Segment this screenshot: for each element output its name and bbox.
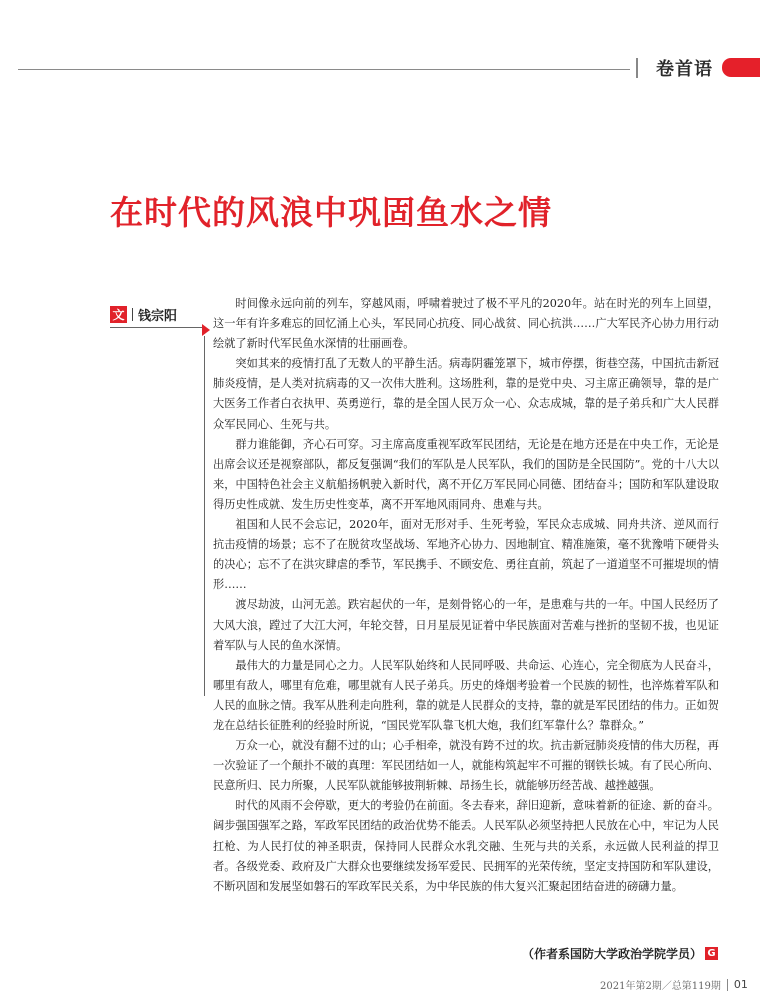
author-name: 钱宗阳 <box>138 309 178 324</box>
header-rule <box>18 69 630 70</box>
paragraph: 渡尽劫波，山河无恙。跌宕起伏的一年，是刻骨铭心的一年，是患难与共的一年。中国人民经历了大风大浪，蹚过了大江大河，年轮交替，日月星辰见证着中华民族面对苦难与挫折的坚韧不拔，也见证着军队与人民的鱼水深情。 <box>213 598 719 652</box>
byline-tag: 文 <box>110 306 127 323</box>
header-separator <box>636 58 638 78</box>
byline <box>110 305 177 324</box>
paragraph: 时间像永远向前的列车，穿越风雨，呼啸着驶过了极不平凡的2020年。站在时光的列车上回望，这一年有许多难忘的回忆涌上心头，军民同心抗疫、同心战贫、同心抗洪……广大军民齐心协力用行动绘就了新时代军民鱼水深情的壮丽画卷。 <box>213 297 719 351</box>
author-note-text: （作者系国防大学政治学院学员） <box>521 947 702 961</box>
page-footer <box>600 977 748 992</box>
paragraph: 群力谁能御，齐心石可穿。习主席高度重视军政军民团结，无论是在地方还是在中央工作，无论是出席会议还是视察部队，都反复强调“我们的军队是人民军队，我们的国防是全民国防”。党的十八大以来，中国特色社会主义航船扬帆驶入新时代，离不开亿万军民同心同德、团结奋斗；国防和军队建设取得历史性成就、发生历史性变革，离不开军地风雨同舟、患难与共。 <box>213 437 719 511</box>
paragraph: 最伟大的力量是同心之力。人民军队始终和人民同呼吸、共命运、心连心，完全彻底为人民奋斗，哪里有敌人，哪里有危难，哪里就有人民子弟兵。历史的烽烟考验着一个民族的韧性，也淬炼着军队和人民的血脉之情。我军从胜利走向胜利，靠的就是人民群众的支持，靠的就是军民团结的伟力。正如贺龙在总结长征胜利的经验时所说，“国民党军队靠飞机大炮，我们红军靠什么？靠群众。” <box>213 658 719 732</box>
footer-divider <box>727 979 728 991</box>
byline-divider <box>132 308 133 321</box>
paragraph: 突如其来的疫情打乱了无数人的平静生活。病毒阴霾笼罩下，城市停摆，街巷空荡，中国抗击新冠肺炎疫情，是人类对抗病毒的又一次伟大胜利。这场胜利，靠的是党中央、习主席正确领导，靠的是广大医务工作者白衣执甲、英勇逆行，靠的是全国人民万众一心、众志成城，靠的是子弟兵和广大人民群众军民同心、生死与共。 <box>213 357 719 431</box>
paragraph: 祖国和人民不会忘记，2020年，面对无形对手、生死考验，军民众志成城、同舟共济、逆风而行抗击疫情的场景；忘不了在脱贫攻坚战场、军地齐心协力、因地制宜、精准施策，毫不犹豫啃下硬骨头的决心；忘不了在洪灾肆虐的季节，军民携手、不顾安危、勇往直前，筑起了一道道坚不可摧堤坝的情形…… <box>213 518 719 592</box>
article-title: 在时代的风浪中巩固鱼水之情 <box>110 193 552 232</box>
section-label: 卷首语 <box>656 59 713 80</box>
byline-underline <box>110 327 204 328</box>
paragraph: 时代的风雨不会停歇，更大的考验仍在前面。冬去春来，辞旧迎新，意味着新的征途、新的奋斗。阔步强国强军之路，军政军民团结的政治优势不能丢。人民军队必须坚持把人民放在心中，牢记为人民扛枪、为人民打仗的神圣职责，保持同人民群众水乳交融、生死与共的关系，永远做人民利益的捍卫者。各级党委、政府及广大群众也要继续发扬军爱民、民拥军的光荣传统，坚定支持国防和军队建设，不断巩固和发展坚如磐石的军政军民关系，为中华民族的伟大复兴汇聚起团结奋进的磅礴力量。 <box>213 799 719 893</box>
article-body <box>213 294 719 897</box>
section-tab <box>722 58 760 77</box>
side-rule <box>204 336 205 696</box>
arrow-marker-icon <box>202 324 210 336</box>
paragraph: 万众一心，就没有翻不过的山；心手相牵，就没有跨不过的坎。抗击新冠肺炎疫情的伟大历程，再一次验证了一个颠扑不破的真理：军民团结如一人，就能构筑起牢不可摧的钢铁长城。有了民心所向、民意所归、民力所聚，人民军队就能够披荆斩棘、昂扬生长，就能够历经苦战、越挫越强。 <box>213 739 719 793</box>
author-note <box>522 945 718 962</box>
issue-info: 2021年第2期／总第119期 <box>600 981 721 992</box>
end-mark-icon: G <box>705 947 718 960</box>
page-number: 01 <box>733 978 748 991</box>
